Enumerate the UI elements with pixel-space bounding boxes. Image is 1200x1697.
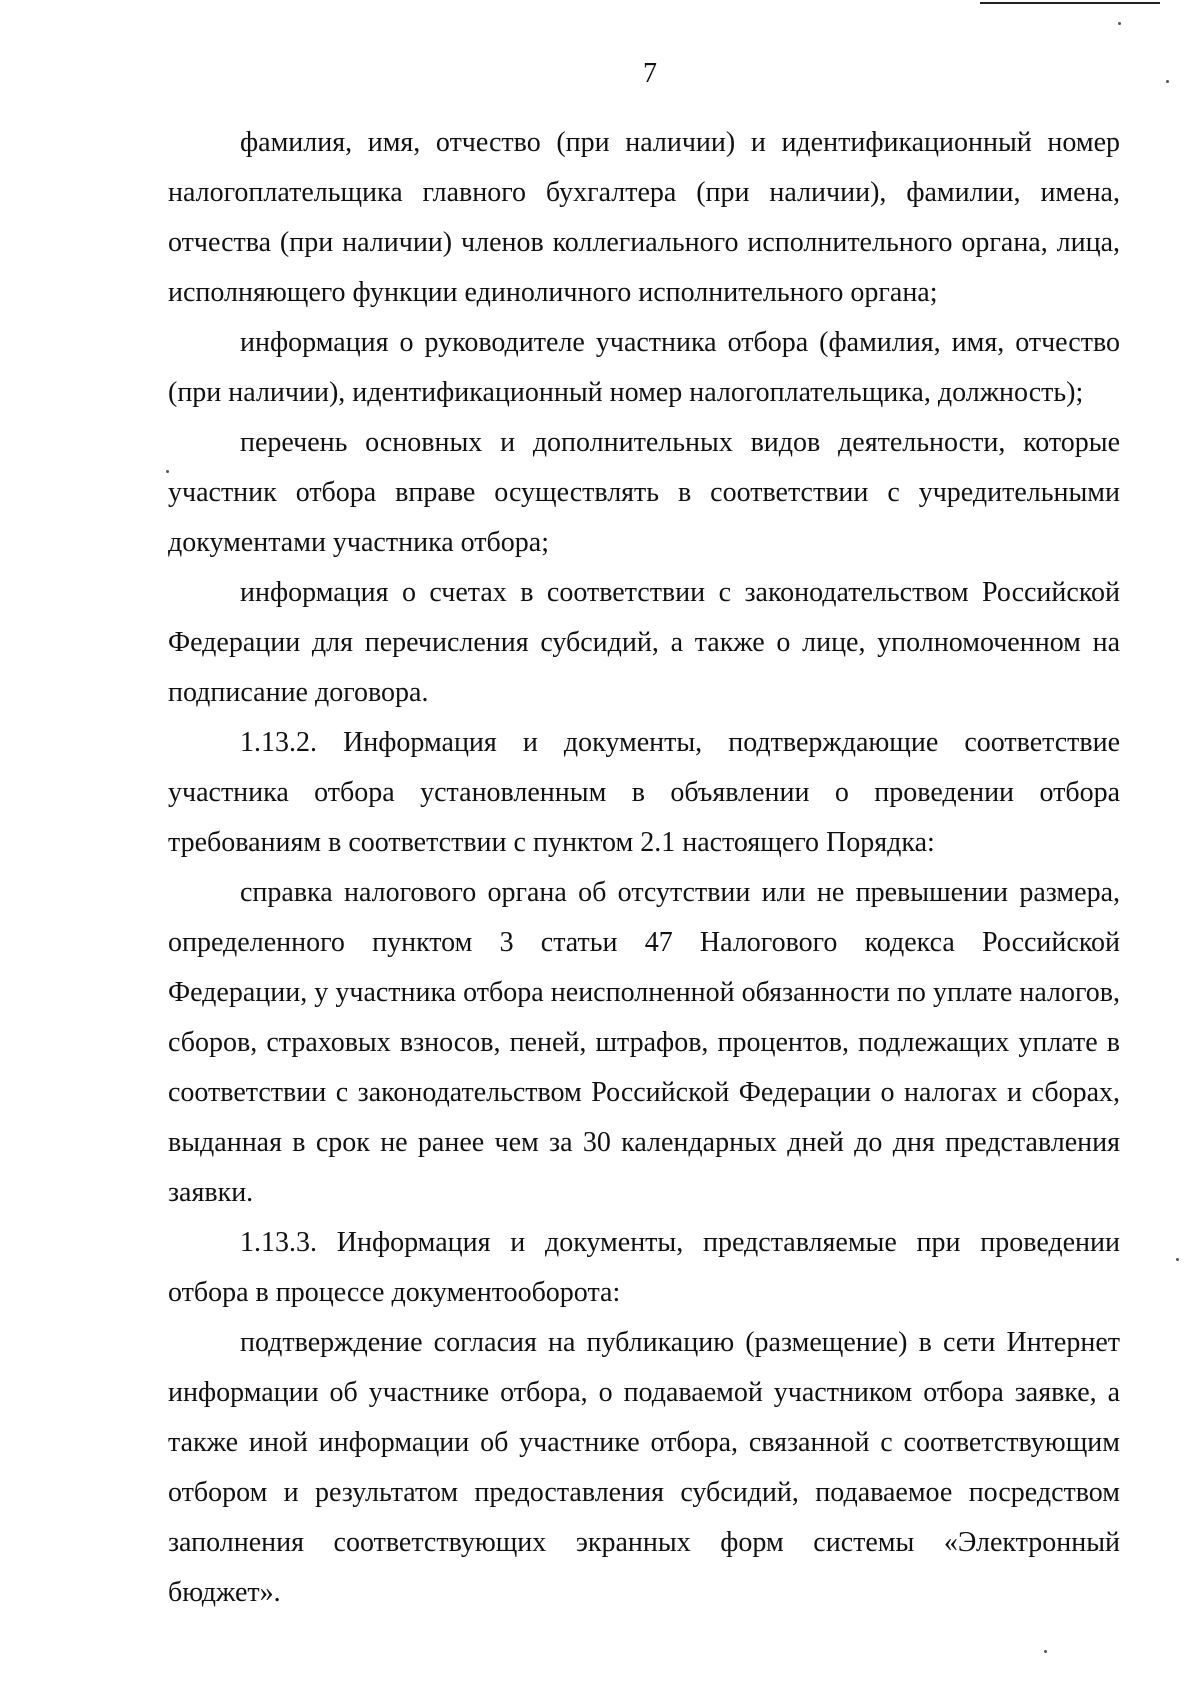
paragraph-8: подтверждение согласия на публикацию (размещение) в сети Интернет информации об участнике отбора, о подаваемой участником отбора заявке, а также иной информации об участнике отбора, связанной с соответствующим отбором и результатом предоставления субсидий, подаваемое посредством заполнения соответствующих экранных форм системы «Электронный бюджет». [168, 1327, 1120, 1608]
document-body [168, 118, 1120, 1618]
scan-speck [1118, 22, 1121, 25]
paragraph-5: 1.13.2. Информация и документы, подтверждающие соответствие участника отбора установленным в объявлении о проведении отбора требованиям в соответствии с пунктом 2.1 настоящего Порядка: [168, 727, 1120, 858]
paragraph-6: справка налогового органа об отсутствии или не превышении размера, определенного пунктом 3 статьи 47 Налогового кодекса Российской Федерации, у участника отбора неисполненной обязанности по уплате налогов, сборов, страховых взносов, пеней, штрафов, процентов, подлежащих уплате в соответствии с законодательством Российской Федерации о налогах и сборах, выданная в срок не ранее чем за 30 календарных дней до дня представления заявки. [168, 877, 1120, 1208]
paragraph-1: фамилия, имя, отчество (при наличии) и идентификационный номер налогоплательщика главного бухгалтера (при наличии), фамилии, имена, отчества (при наличии) членов коллегиального исполнительного органа, лица, исполняющего функции единоличного исполнительного органа; [168, 127, 1120, 308]
paragraph-3: перечень основных и дополнительных видов деятельности, которые участник отбора вправе осуществлять в соответствии с учредительными документами участника отбора; [168, 427, 1120, 558]
paragraph-7: 1.13.3. Информация и документы, представляемые при проведении отбора в процессе документооборота: [168, 1227, 1120, 1308]
paragraph-2: информация о руководителе участника отбора (фамилия, имя, отчество (при наличии), идентификационный номер налогоплательщика, должность); [168, 327, 1120, 408]
scan-speck [1044, 1650, 1047, 1653]
top-rule [980, 2, 1160, 4]
scan-speck [1176, 1258, 1179, 1261]
page-number: 7 [643, 58, 657, 89]
paragraph-4: информация о счетах в соответствии с законодательством Российской Федерации для перечисления субсидий, а также о лице, уполномоченном на подписание договора. [168, 577, 1120, 708]
